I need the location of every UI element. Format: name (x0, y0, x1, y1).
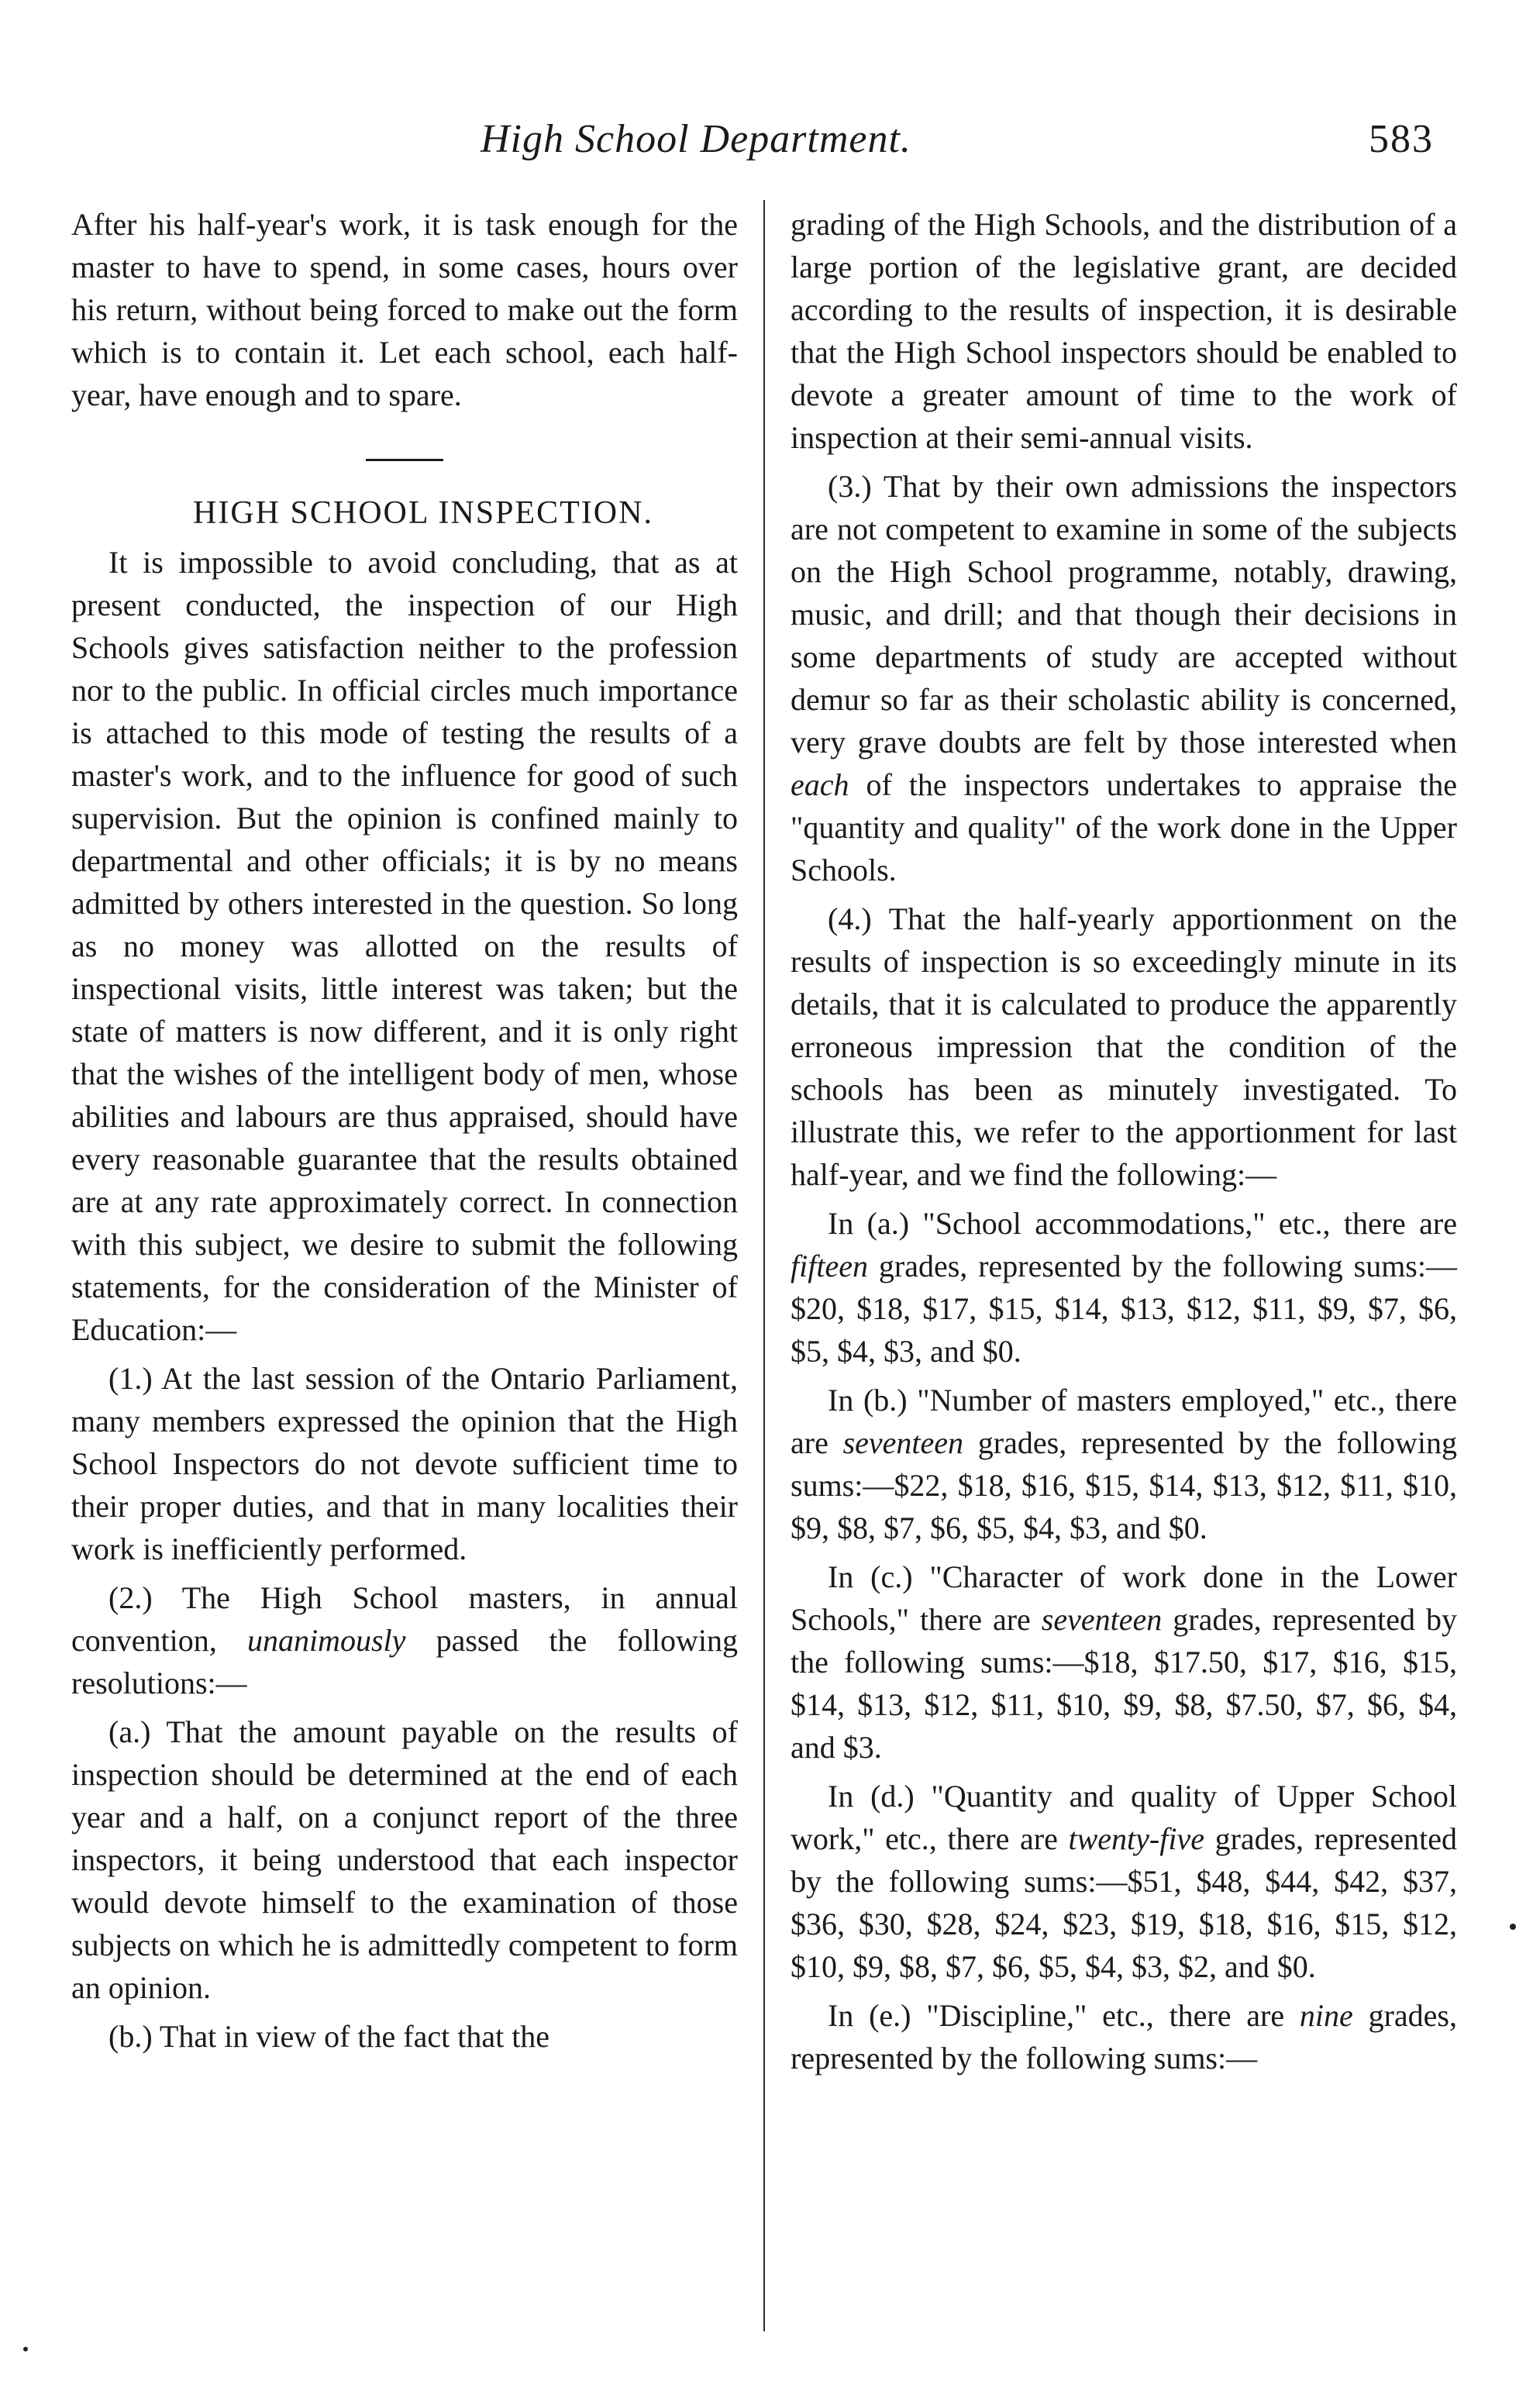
text-segment: In (d.) "Quantity and quality of Upper School work," etc., there are (791, 1779, 1457, 1856)
scan-speck (1510, 1924, 1516, 1930)
emphasis-text: each (791, 767, 849, 802)
paragraph-item-1: (1.) At the last session of the Ontario Parliament, many members expressed the opinion that the High School Inspectors do not devote sufficient time to their proper duties, and that in many localities their work is inefficiently performed. (71, 1361, 738, 1566)
paragraph-grade-b (791, 1379, 1457, 1549)
text-segment: In (e.) "Discipline," etc., there are (828, 1998, 1300, 2033)
paragraph-master-returns: After his half-year's work, it is task enough for the master to have to spend, in some cases, hours over his return, without being forced to make out the form which is to contain it. Let each school, each half-year, have enough and to spare. (71, 207, 738, 412)
paragraph-item-4: (4.) That the half-yearly apportionment on the results of inspection is so exceedingly minute in its details, that it is calculated to produce the apparently erroneous impression that the condition of the schools has been as minutely investigated. To illustrate this, we refer to the apportionment for last half-year, and we find the following:— (791, 901, 1457, 1192)
text-segment: In (a.) "School accommodations," etc., there are (828, 1206, 1457, 1241)
text-segment: grades, represented by the following sums:—$22, $18, $16, $15, $14, $13, $12, $11, $10, $9, $8, $7, $6, $5, $4, $3, and $0. (791, 1425, 1457, 1545)
text-segment: In (b.) "Number of masters employed," etc., there are (791, 1383, 1457, 1460)
paragraph-resolution-a: (a.) That the amount payable on the results of inspection should be determined at the end of each year and a half, on a conjunct report of the three inspectors, it being understood that each inspector would devote himself to the examination of those subjects on which he is admittedly competent to form an opinion. (71, 1714, 738, 2005)
text-segment: of the inspectors undertakes to appraise the "quantity and quality" of the work done in the Upper Schools. (791, 767, 1457, 887)
paragraph-resolution-b-start: (b.) That in view of the fact that the (109, 2019, 550, 2054)
running-title: High School Department. (481, 117, 911, 161)
text-segment: grades, represented by the following sums:—$20, $18, $17, $15, $14, $13, $12, $11, $9, $7, $6, $5, $4, $3, and $0. (791, 1249, 1457, 1369)
paragraph-item-3 (791, 465, 1457, 891)
paragraph-item-2 (71, 1576, 738, 1704)
paragraph-grade-c (791, 1555, 1457, 1769)
emphasis-text: unanimously (246, 1623, 406, 1658)
emphasis-text: twenty-five (1068, 1821, 1204, 1856)
text-segment: (2.) The High School masters, in annual convention, (71, 1580, 738, 1658)
text-segment: grades, represented by the following sums:—$51, $48, $44, $42, $37, $36, $30, $28, $24, $23, $19, $18, $16, $15, $12, $10, $9, $8, $7, $6, $5, $4, $3, $2, and $0. (791, 1821, 1457, 1984)
column-divider (763, 200, 765, 2331)
emphasis-text: nine (1299, 1998, 1353, 2033)
paragraph-grade-d (791, 1775, 1457, 1988)
paragraph-inspection-intro: It is impossible to avoid concluding, that as at present conducted, the inspection of our High Schools gives satisfaction neither to the profession nor to the public. In official circles much importance is attached to this mode of testing the results of a master's work, and to the influence for good of such supervision. But the opinion is confined mainly to departmental and other officials; it is by no means admitted by others interested in the question. So long as no money was allotted on the results of inspectional visits, little interest was taken; but the state of matters is now different, and it is only right that the wishes of the intelligent body of men, whose abilities and labours are thus appraised, should have every reasonable guarantee that the results obtained are at any rate approximately correct. In connection with this subject, we desire to submit the following statements, for the consideration of the Minister of Education:— (71, 545, 738, 1347)
emphasis-text: seventeen (1041, 1602, 1163, 1637)
emphasis-text: fifteen (791, 1249, 868, 1283)
right-column (791, 203, 1457, 2086)
section-heading: HIGH SCHOOL INSPECTION. (193, 495, 653, 531)
paragraph-resolution-b-cont: grading of the High Schools, and the distribution of a large portion of the legislative grant, are decided according to the results of inspection, it is desirable that the High School inspectors should be enabled to devote a greater amount of time to the work of inspection at their semi-annual visits. (791, 207, 1457, 455)
text-segment: In (c.) "Character of work done in the Lower Schools," there are (791, 1559, 1457, 1637)
paragraph-grade-a (791, 1202, 1457, 1373)
text-segment: grades, represented by the following sums:— (791, 1998, 1457, 2076)
text-segment: passed the following resolutions:— (71, 1623, 739, 1700)
page-number: 583 (1369, 117, 1434, 161)
text-segment: grades, represented by the following sums:—$18, $17.50, $17, $16, $15, $14, $13, $12, $11, $10, $9, $8, $7.50, $7, $6, $4, and $3. (791, 1602, 1457, 1765)
emphasis-text: seventeen (842, 1425, 964, 1460)
page-header (0, 116, 1533, 178)
scan-speck (23, 2347, 28, 2351)
left-column (71, 203, 738, 2064)
paragraph-grade-e (791, 1994, 1457, 2079)
section-divider (366, 459, 443, 461)
text-segment: (3.) That by their own admissions the inspectors are not competent to examine in some of the subjects on the High School programme, notably, drawing, music, and drill; and that though their decisions in some departments of study are accepted without demur so far as their scholastic ability is concerned, very grave doubts are felt by those interested when (791, 469, 1457, 760)
